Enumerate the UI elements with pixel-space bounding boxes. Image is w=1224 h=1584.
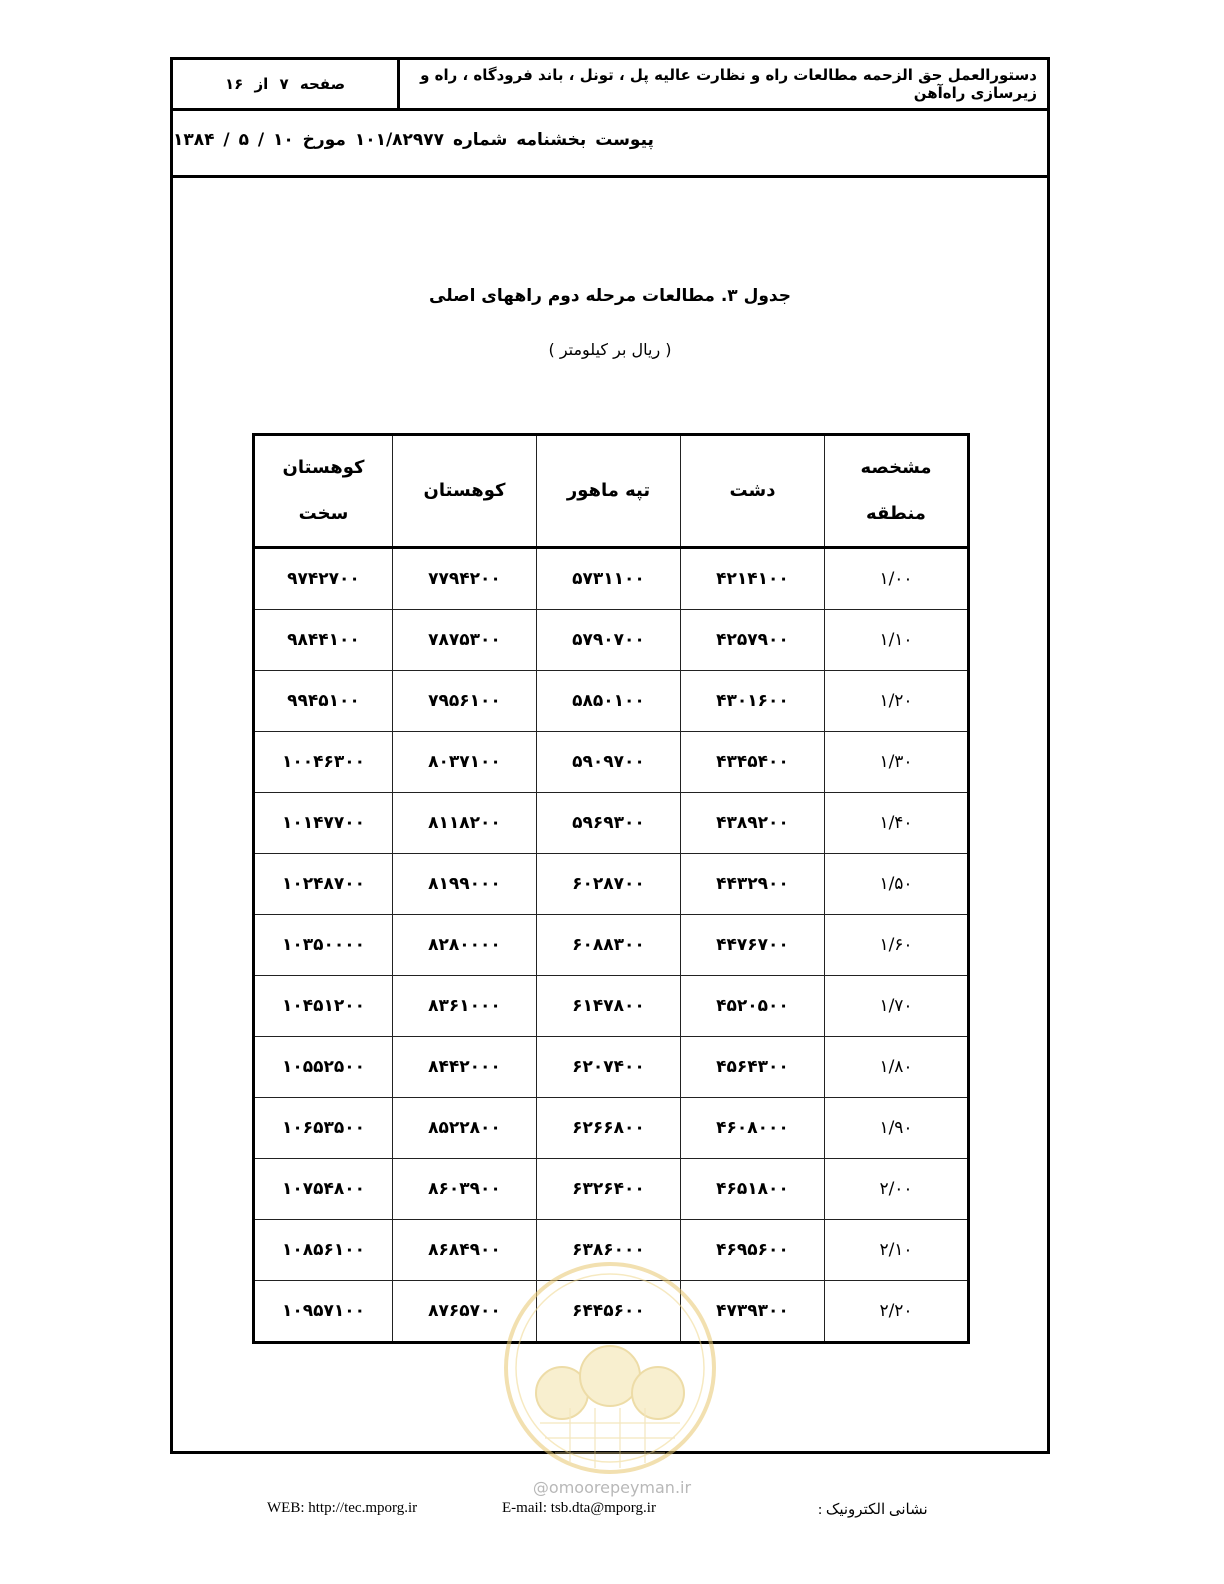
cell-plain: ۴۵۲۰۵۰۰ xyxy=(681,976,825,1037)
cell-hilly: ۶۰۲۸۷۰۰ xyxy=(537,854,681,915)
table-row xyxy=(254,915,969,976)
cell-plain: ۴۴۷۶۷۰۰ xyxy=(681,915,825,976)
cell-zone: ۱/۲۰ xyxy=(825,671,969,732)
cell-hard: ۱۰۷۵۴۸۰۰ xyxy=(254,1159,393,1220)
cell-hilly: ۶۲۶۶۸۰۰ xyxy=(537,1098,681,1159)
cell-hilly: ۵۸۵۰۱۰۰ xyxy=(537,671,681,732)
table-row xyxy=(254,732,969,793)
cell-zone: ۱/۷۰ xyxy=(825,976,969,1037)
cell-mountain: ۸۷۶۵۷۰۰ xyxy=(393,1281,537,1343)
table-header-row xyxy=(254,435,969,548)
cell-zone: ۲/۲۰ xyxy=(825,1281,969,1343)
cell-hilly: ۶۴۴۵۶۰۰ xyxy=(537,1281,681,1343)
footer-web[interactable]: WEB: http://tec.mporg.ir xyxy=(267,1500,418,1516)
cell-plain: ۴۶۰۸۰۰۰ xyxy=(681,1098,825,1159)
cell-hard: ۱۰۰۴۶۳۰۰ xyxy=(254,732,393,793)
cell-zone: ۱/۶۰ xyxy=(825,915,969,976)
cell-hard: ۱۰۵۵۲۵۰۰ xyxy=(254,1037,393,1098)
table-row xyxy=(254,1098,969,1159)
cell-hilly: ۵۹۰۹۷۰۰ xyxy=(537,732,681,793)
cell-mountain: ۸۱۹۹۰۰۰ xyxy=(393,854,537,915)
document-title: دستورالعمل حق الزحمه مطالعات راه و نظارت عالیه پل ، تونل ، باند فرودگاه ، راه و زیرسازی راه‌آهن xyxy=(397,60,1047,108)
table-row xyxy=(254,610,969,671)
cell-zone: ۱/۳۰ xyxy=(825,732,969,793)
cell-hard: ۱۰۱۴۷۷۰۰ xyxy=(254,793,393,854)
cell-plain: ۴۴۳۲۹۰۰ xyxy=(681,854,825,915)
header-zone xyxy=(825,435,969,548)
table-row xyxy=(254,1037,969,1098)
cell-zone: ۱/۸۰ xyxy=(825,1037,969,1098)
fee-table xyxy=(252,433,970,1344)
cell-hard: ۱۰۹۵۷۱۰۰ xyxy=(254,1281,393,1343)
page-number: صفحه ۷ از ۱۶ xyxy=(224,75,346,93)
header-row xyxy=(173,60,1047,111)
header-zone-line2: منطقه xyxy=(866,503,926,524)
cell-mountain: ۸۵۲۲۸۰۰ xyxy=(393,1098,537,1159)
cell-zone: ۱/۵۰ xyxy=(825,854,969,915)
cell-zone: ۱/۴۰ xyxy=(825,793,969,854)
header-zone-line1: مشخصه xyxy=(860,457,932,478)
header-hard-mountain xyxy=(254,435,393,548)
cell-plain: ۴۲۱۴۱۰۰ xyxy=(681,548,825,610)
cell-hard: ۱۰۳۵۰۰۰۰ xyxy=(254,915,393,976)
table-row xyxy=(254,1159,969,1220)
table-row xyxy=(254,793,969,854)
cell-mountain: ۸۳۶۱۰۰۰ xyxy=(393,976,537,1037)
cell-zone: ۲/۰۰ xyxy=(825,1159,969,1220)
table-unit: ( ریال بر کیلومتر ) xyxy=(548,340,672,359)
table-row xyxy=(254,976,969,1037)
header-hard-mountain-line2: سخت xyxy=(298,503,349,524)
cell-plain: ۴۷۳۹۳۰۰ xyxy=(681,1281,825,1343)
cell-hard: ۹۸۴۴۱۰۰ xyxy=(254,610,393,671)
cell-hilly: ۵۹۶۹۳۰۰ xyxy=(537,793,681,854)
cell-hard: ۹۷۴۲۷۰۰ xyxy=(254,548,393,610)
table-body xyxy=(254,548,969,1343)
table-row xyxy=(254,854,969,915)
cell-mountain: ۸۰۳۷۱۰۰ xyxy=(393,732,537,793)
cell-hilly: ۶۳۲۶۴۰۰ xyxy=(537,1159,681,1220)
cell-mountain: ۷۷۹۴۲۰۰ xyxy=(393,548,537,610)
cell-hilly: ۵۷۹۰۷۰۰ xyxy=(537,610,681,671)
table-row xyxy=(254,671,969,732)
cell-zone: ۱/۹۰ xyxy=(825,1098,969,1159)
header-mountain: کوهستان xyxy=(393,435,537,548)
cell-hard: ۹۹۴۵۱۰۰ xyxy=(254,671,393,732)
cell-zone: ۱/۱۰ xyxy=(825,610,969,671)
annex-reference: پیوست بخشنامه شماره ۱۰۱/۸۲۹۷۷ مورخ ۱۰ / ۵ / ۱۳۸۴ xyxy=(173,111,1047,178)
cell-mountain: ۸۶۰۳۹۰۰ xyxy=(393,1159,537,1220)
cell-mountain: ۷۹۵۶۱۰۰ xyxy=(393,671,537,732)
cell-zone: ۲/۱۰ xyxy=(825,1220,969,1281)
cell-mountain: ۸۲۸۰۰۰۰ xyxy=(393,915,537,976)
watermark-logo xyxy=(500,1258,720,1478)
cell-hard: ۱۰۴۵۱۲۰۰ xyxy=(254,976,393,1037)
cell-hilly: ۵۷۳۱۱۰۰ xyxy=(537,548,681,610)
cell-mountain: ۸۱۱۸۲۰۰ xyxy=(393,793,537,854)
cell-plain: ۴۵۶۴۳۰۰ xyxy=(681,1037,825,1098)
cell-hilly: ۶۳۸۶۰۰۰ xyxy=(537,1220,681,1281)
header-plain: دشت xyxy=(681,435,825,548)
table-title: جدول ۳. مطالعات مرحله دوم راههای اصلی xyxy=(429,286,791,306)
cell-hilly: ۶۰۸۸۳۰۰ xyxy=(537,915,681,976)
cell-zone: ۱/۰۰ xyxy=(825,548,969,610)
cell-plain: ۴۳۸۹۲۰۰ xyxy=(681,793,825,854)
cell-plain: ۴۶۹۵۶۰۰ xyxy=(681,1220,825,1281)
cell-hilly: ۶۲۰۷۴۰۰ xyxy=(537,1037,681,1098)
cell-hard: ۱۰۸۵۶۱۰۰ xyxy=(254,1220,393,1281)
cell-plain: ۴۳۴۵۴۰۰ xyxy=(681,732,825,793)
cell-mountain: ۷۸۷۵۳۰۰ xyxy=(393,610,537,671)
table-row xyxy=(254,548,969,610)
cell-mountain: ۸۴۴۲۰۰۰ xyxy=(393,1037,537,1098)
footer-label: نشانی الکترونیک : xyxy=(818,1502,928,1518)
cell-hard: ۱۰۶۵۳۵۰۰ xyxy=(254,1098,393,1159)
cell-plain: ۴۶۵۱۸۰۰ xyxy=(681,1159,825,1220)
header-hard-mountain-line1: کوهستان xyxy=(282,457,365,478)
footer-email[interactable]: E-mail: tsb.dta@mporg.ir xyxy=(502,1500,656,1516)
cell-plain: ۴۳۰۱۶۰۰ xyxy=(681,671,825,732)
cell-hilly: ۶۱۴۷۸۰۰ xyxy=(537,976,681,1037)
header-hilly: تپه ماهور xyxy=(537,435,681,548)
cell-hard: ۱۰۲۴۸۷۰۰ xyxy=(254,854,393,915)
cell-plain: ۴۲۵۷۹۰۰ xyxy=(681,610,825,671)
cell-mountain: ۸۶۸۴۹۰۰ xyxy=(393,1220,537,1281)
watermark-site: @omoorepeyman.ir xyxy=(532,1478,692,1497)
